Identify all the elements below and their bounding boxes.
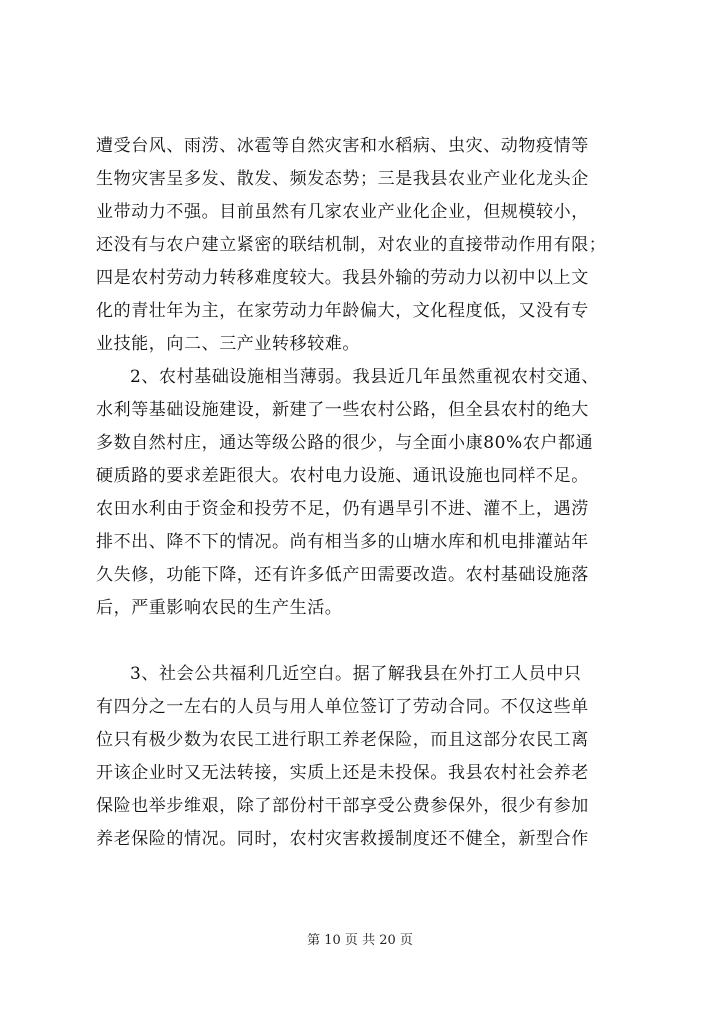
- text-line: 遭受台风、雨涝、冰雹等自然灾害和水稻病、虫灾、动物疫情等: [96, 136, 589, 156]
- text-line: 农田水利由于资金和投劳不足，仍有遇旱引不进、灌不上，遇涝: [96, 499, 589, 519]
- text-line: 保险也举步维艰，除了部份村干部享受公费参保外，很少有参加: [96, 796, 589, 816]
- page-number-footer: 第 10 页 共 20 页: [307, 933, 413, 948]
- paragraph-2: [96, 361, 664, 658]
- text-line: 2、农村基础设施相当薄弱。我县近几年虽然重视农村交通、: [130, 367, 600, 387]
- text-line: 多数自然村庄，通达等级公路的很少，与全面小康80%农户都通: [96, 433, 594, 453]
- text-line: 业带动力不强。目前虽然有几家农业产业化企业，但规模较小，: [96, 202, 589, 222]
- paragraph-1: [96, 130, 664, 361]
- text-line: 3、社会公共福利几近空白。据了解我县在外打工人员中只: [130, 664, 582, 684]
- text-line: [96, 625, 664, 658]
- text-line: 排不出、降不下的情况。尚有相当多的山塘水库和机电排灌站年: [96, 532, 589, 552]
- text-line: 后，严重影响农民的生产生活。: [96, 598, 343, 618]
- text-line: 业技能，向二、三产业转移较难。: [96, 334, 360, 354]
- text-line: 养老保险的情况。同时，农村灾害救援制度还不健全，新型合作: [96, 829, 589, 849]
- text-line: 四是农村劳动力转移难度较大。我县外输的劳动力以初中以上文: [96, 268, 589, 288]
- text-line: 位只有极少数为农民工进行职工养老保险，而且这部分农民工离: [96, 730, 589, 750]
- text-line: 水利等基础设施建设，新建了一些农村公路，但全县农村的绝大: [96, 400, 589, 420]
- text-line: 硬质路的要求差距很大。农村电力设施、通讯设施也同样不足。: [96, 466, 589, 486]
- text-line: 有四分之一左右的人员与用人单位签订了劳动合同。不仅这些单: [96, 697, 589, 717]
- text-line: 开该企业时又无法转接，实质上还是未投保。我县农村社会养老: [96, 763, 589, 783]
- text-line: 生物灾害呈多发、散发、频发态势；三是我县农业产业化龙头企: [96, 169, 589, 189]
- paragraph-3: [96, 658, 664, 856]
- body-text: [96, 130, 664, 856]
- text-line: 还没有与农户建立紧密的联结机制，对农业的直接带动作用有限；: [96, 235, 607, 255]
- text-line: 久失修，功能下降，还有许多低产田需要改造。农村基础设施落: [96, 565, 589, 585]
- text-line: 化的青壮年为主，在家劳动力年龄偏大，文化程度低，又没有专: [96, 301, 589, 321]
